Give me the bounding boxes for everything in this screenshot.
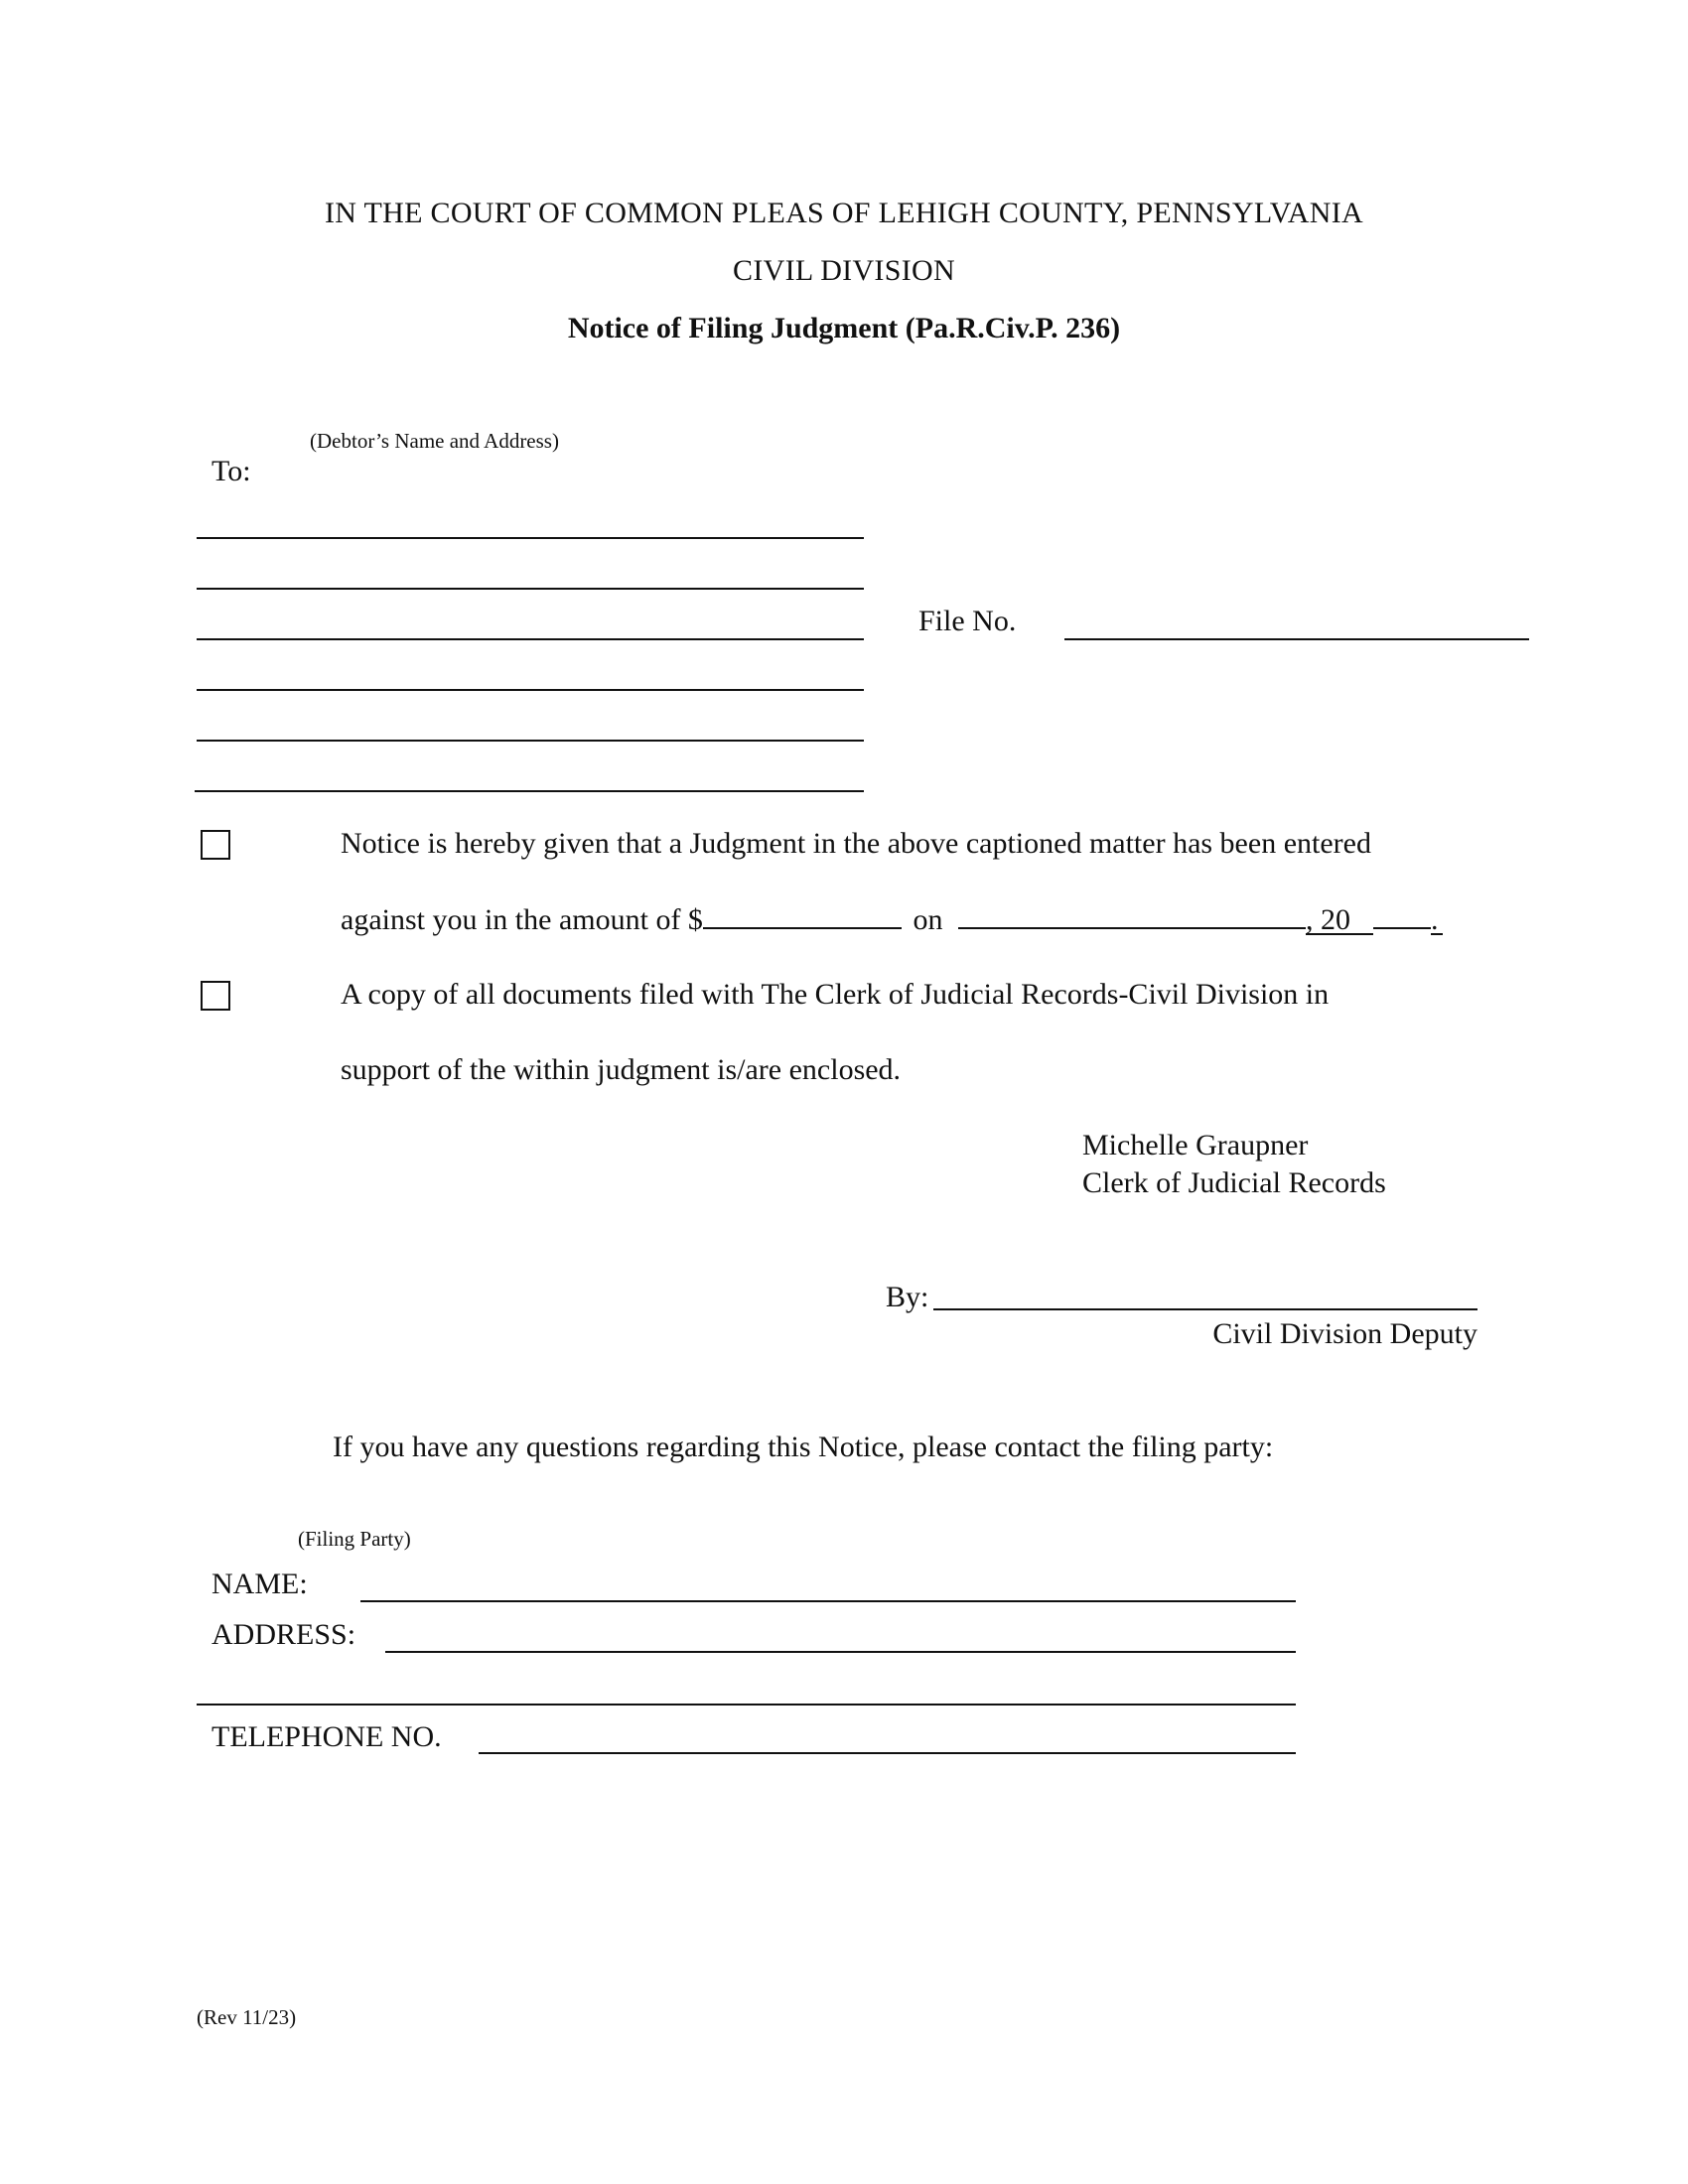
debtor-hint: (Debtor’s Name and Address) xyxy=(310,429,559,453)
deputy-signature-line[interactable] xyxy=(933,1308,1477,1310)
division-heading: CIVIL DIVISION xyxy=(733,254,955,287)
amount-prefix: against you in the amount of $ xyxy=(341,903,703,936)
form-title: Notice of Filing Judgment (Pa.R.Civ.P. 236) xyxy=(567,312,1121,344)
name-label: NAME: xyxy=(211,1568,308,1600)
court-heading: IN THE COURT OF COMMON PLEAS OF LEHIGH COUNTY, PENNSYLVANIA xyxy=(324,197,1363,229)
address-field-line-2[interactable] xyxy=(197,1704,1296,1706)
judgment-notice-checkbox[interactable] xyxy=(201,830,230,860)
contact-text: If you have any questions regarding this Notice, please contact the filing party: xyxy=(333,1431,1274,1463)
documents-enclosed-checkbox[interactable] xyxy=(201,981,230,1011)
year-prefix: , 20 xyxy=(1306,907,1373,935)
name-field[interactable] xyxy=(360,1600,1296,1602)
copy-line-2: support of the within judgment is/are enclosed. xyxy=(341,1053,902,1086)
copy-line-1: A copy of all documents filed with The Clerk of Judicial Records-Civil Division in xyxy=(341,978,1330,1011)
period-mark: . xyxy=(1431,907,1443,935)
address-field[interactable] xyxy=(385,1651,1296,1653)
year-field[interactable] xyxy=(1373,901,1431,929)
on-label: on xyxy=(913,903,943,936)
revision-note: (Rev 11/23) xyxy=(197,2005,297,2029)
debtor-line-3[interactable] xyxy=(197,638,864,640)
file-no-label: File No. xyxy=(918,605,1017,637)
deputy-role: Civil Division Deputy xyxy=(1212,1317,1477,1350)
notice-line-2 xyxy=(341,901,1443,937)
telephone-label: TELEPHONE NO. xyxy=(211,1720,442,1753)
debtor-line-1[interactable] xyxy=(197,537,864,539)
filing-party-hint: (Filing Party) xyxy=(298,1527,411,1551)
debtor-line-5[interactable] xyxy=(197,740,864,742)
by-label: By: xyxy=(886,1281,929,1313)
telephone-field[interactable] xyxy=(479,1752,1296,1754)
clerk-title: Clerk of Judicial Records xyxy=(1082,1166,1386,1199)
to-label: To: xyxy=(211,455,251,487)
debtor-line-6[interactable] xyxy=(195,790,864,792)
clerk-name: Michelle Graupner xyxy=(1082,1129,1309,1161)
amount-field[interactable] xyxy=(703,901,902,929)
debtor-line-2[interactable] xyxy=(197,588,864,590)
date-field[interactable] xyxy=(958,901,1306,929)
debtor-line-4[interactable] xyxy=(197,689,864,691)
notice-line-1: Notice is hereby given that a Judgment in the above captioned matter has been entered xyxy=(341,827,1371,860)
address-label: ADDRESS: xyxy=(211,1618,356,1651)
file-no-field[interactable] xyxy=(1064,638,1529,640)
